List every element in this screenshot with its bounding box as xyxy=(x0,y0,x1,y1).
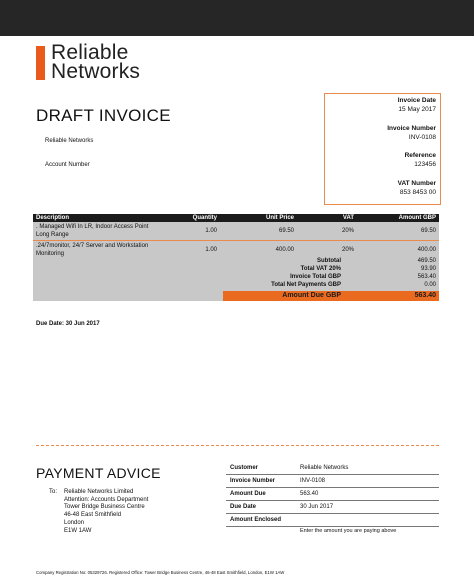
pa-value: 30 Jun 2017 xyxy=(300,504,334,510)
row-quantity: 1.00 xyxy=(156,222,220,241)
vat-number-value: 853 8453 00 xyxy=(399,189,436,196)
total-vat-label: Total VAT 20% xyxy=(300,266,341,272)
due-date: Due Date: 30 Jun 2017 xyxy=(36,321,100,327)
amount-due-bar xyxy=(223,291,439,301)
row-description: . Managed Wifi In LR, Indoor Access Point Long Range xyxy=(33,222,156,241)
row-unit-price: 69.50 xyxy=(220,222,297,241)
pa-label: Amount Due xyxy=(230,491,266,497)
pa-label: Due Date xyxy=(230,504,257,510)
logo-accent-bar xyxy=(36,46,45,80)
to-label: To: xyxy=(49,489,58,495)
invoice-date-label: Invoice Date xyxy=(397,97,436,104)
amount-due-label: Amount Due GBP xyxy=(282,292,341,299)
vat-number-label: VAT Number xyxy=(397,180,436,187)
amount-due-value: 563.40 xyxy=(414,292,436,299)
logo-text xyxy=(51,43,140,81)
row-amount: 69.50 xyxy=(357,222,439,241)
reference-label: Reference xyxy=(404,152,436,159)
payment-advice-title: PAYMENT ADVICE xyxy=(36,465,161,481)
pa-row-customer xyxy=(226,461,439,475)
total-vat-value: 93.90 xyxy=(420,266,436,272)
remittance-address xyxy=(64,489,148,535)
reference-value: 123456 xyxy=(414,161,436,168)
account-number-label: Account Number xyxy=(45,162,90,168)
col-header-quantity: Quantity xyxy=(156,214,220,222)
pa-label: Amount Enclosed xyxy=(230,517,282,523)
line-items-table xyxy=(33,214,439,259)
pa-label: Invoice Number xyxy=(230,478,276,484)
logo-line-2: Networks xyxy=(51,60,141,83)
invoice-total-value: 563.40 xyxy=(417,274,436,280)
invoice-number-value: INV-0108 xyxy=(408,134,436,141)
pa-row-amount-enclosed[interactable] xyxy=(226,513,439,527)
row-amount: 400.00 xyxy=(357,241,439,260)
row-vat: 20% xyxy=(297,222,357,241)
col-header-description: Description xyxy=(33,214,156,222)
subtotal-label: Subtotal xyxy=(317,258,341,264)
subtotal-value: 469.50 xyxy=(417,258,436,264)
pa-value: Reliable Networks xyxy=(300,465,349,471)
invoice-total-label: Invoice Total GBP xyxy=(290,274,341,280)
pa-label: Customer xyxy=(230,465,259,471)
pa-value: 563.40 xyxy=(300,491,319,497)
total-net-payments-label: Total Net Payments GBP xyxy=(271,282,341,288)
invoice-date-value: 15 May 2017 xyxy=(398,106,436,113)
col-header-unit-price: Unit Price xyxy=(220,214,297,222)
address-line: London xyxy=(64,519,85,526)
pa-value: INV-0108 xyxy=(300,478,326,484)
customer-name: Reliable Networks xyxy=(45,138,94,144)
top-banner xyxy=(0,0,474,36)
pa-row-amount-due xyxy=(226,487,439,501)
col-header-amount: Amount GBP xyxy=(357,214,439,222)
pa-row-invoice-number xyxy=(226,474,439,488)
address-line: 46-48 East Smithfield xyxy=(64,512,122,519)
row-vat: 20% xyxy=(297,241,357,260)
tear-off-line xyxy=(36,445,439,446)
row-unit-price: 400.00 xyxy=(220,241,297,260)
total-net-payments-value: 0.00 xyxy=(424,282,436,288)
pa-row-due-date xyxy=(226,500,439,514)
address-line: E1W 1AW xyxy=(64,527,92,534)
table-header-row xyxy=(33,214,439,222)
footer-registration: Company Registration No: 05329726. Registered Office: Tower Bridge Business Centre, 46-48 East Smithfield, London, E1W 1AW xyxy=(36,570,285,575)
document-title: DRAFT INVOICE xyxy=(36,106,171,125)
address-line: Tower Bridge Business Centre xyxy=(64,504,145,511)
invoice-number-label: Invoice Number xyxy=(387,125,436,132)
row-description: .24/7monitor, 24/7 Server and Workstation Monitoring xyxy=(33,241,156,260)
address-line: Attention: Accounts Department xyxy=(64,496,149,503)
address-line: Reliable Networks Limited xyxy=(64,489,134,495)
logo-line-1: Reliable xyxy=(51,41,129,64)
col-header-vat: VAT xyxy=(297,214,357,222)
row-quantity: 1.00 xyxy=(156,241,220,260)
enter-amount-note: Enter the amount you are paying above xyxy=(300,528,397,534)
invoice-info-box xyxy=(324,93,441,205)
table-row xyxy=(33,222,439,241)
